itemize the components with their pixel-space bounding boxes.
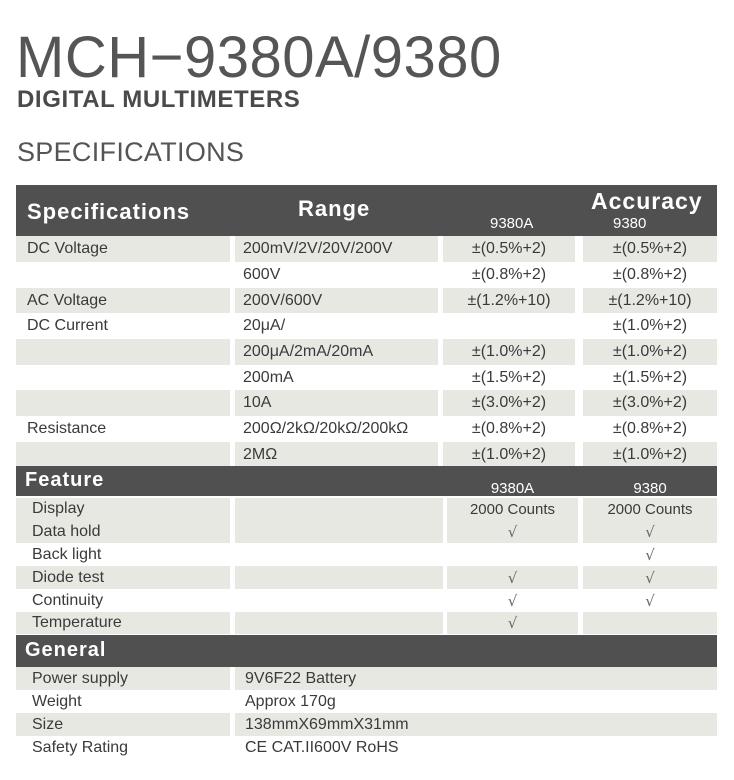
product-subtitle: DIGITAL MULTIMETERS [17,86,301,113]
section-title: SPECIFICATIONS [17,137,245,167]
spec-range: 200μA/2mA/20mA [235,339,438,365]
header-model-9380a: 9380A [490,215,534,232]
spec-row [16,442,717,468]
spec-name [16,442,230,468]
accuracy-9380: ±(0.8%+2) [612,266,688,283]
spec-row [16,236,717,262]
spec-name: Resistance [27,420,107,437]
accuracy-9380: ±(0.8%+2) [612,420,688,437]
general-row [16,736,717,759]
header-specifications: Specifications [27,199,191,224]
accuracy-9380: ±(1.5%+2) [612,368,688,386]
header-range: Range [298,196,371,221]
spec-range: 2MΩ [235,442,438,468]
general-name: Weight [32,692,82,710]
spec-name: AC Voltage [16,288,230,313]
spec-row [16,416,717,442]
spec-row [16,313,717,339]
check-icon: √ [447,520,578,543]
spec-range: 20μA/ [243,317,286,334]
check-icon [447,543,578,566]
spec-row [16,288,717,313]
general-row [16,667,717,690]
accuracy-9380a: ±(0.8%+2) [471,420,547,437]
feature-name: Diode test [16,566,230,589]
feature-name: Back light [32,545,102,563]
check-icon: √ [447,566,578,589]
header-model-9380: 9380 [613,215,647,232]
spec-range: 200mA [243,368,294,386]
accuracy-9380a: ±(1.0%+2) [443,442,575,468]
check-icon: √ [583,566,717,589]
feature-row [16,612,717,634]
check-icon [583,612,717,634]
spec-row [16,390,717,416]
accuracy-9380a: ±(1.5%+2) [471,368,547,386]
general-row [16,690,717,713]
spec-range: 200V/600V [235,288,438,313]
feature-name: Continuity [32,591,104,609]
general-value: Approx 170g [245,692,336,710]
general-value: CE CAT.II600V RoHS [245,738,399,756]
accuracy-9380: ±(1.0%+2) [612,317,688,334]
spec-name [16,262,230,288]
check-icon: √ [583,520,717,543]
general-name: Safety Rating [32,738,129,756]
general-row [16,713,717,736]
spec-range: 10A [235,390,438,416]
spec-table-body [16,236,717,468]
feature-9380: 2000 Counts [583,498,717,520]
spec-name [16,339,230,365]
general-value: 9V6F22 Battery [235,667,717,690]
check-icon: √ [645,545,655,564]
feature-spacer [235,589,443,612]
feature-name: Temperature [16,612,230,634]
accuracy-9380a: ±(3.0%+2) [443,390,575,416]
feature-name: Display [16,498,230,520]
spec-row [16,262,717,288]
general-table-body [16,667,717,759]
spec-name [16,365,230,390]
spec-range: 200Ω/2kΩ/20kΩ/200kΩ [243,420,409,437]
spec-name: DC Voltage [16,236,230,262]
feature-9380a: 2000 Counts [447,498,578,520]
check-icon: √ [645,591,655,610]
general-header [16,635,717,667]
general-name: Power supply [16,667,230,690]
general-label: General [25,639,107,661]
check-icon: √ [507,591,518,610]
accuracy-9380a: ±(0.5%+2) [443,236,575,262]
accuracy-9380: ±(3.0%+2) [583,390,717,416]
feature-model-9380: 9380 [583,480,717,496]
spec-row [16,365,717,390]
feature-rows [16,498,717,634]
feature-spacer [235,520,443,543]
spec-name [16,390,230,416]
feature-spacer [235,566,443,589]
accuracy-9380: ±(1.0%+2) [583,442,717,468]
check-icon: √ [447,612,578,634]
spec-range: 200mV/2V/20V/200V [235,236,438,262]
spec-name: DC Current [27,317,108,334]
feature-label: Feature [25,469,105,491]
feature-row [16,520,717,543]
spec-range: 600V [243,266,281,283]
product-title: MCH−9380A/9380 [16,25,502,90]
general-name: Size [16,713,230,736]
accuracy-9380: ±(1.0%+2) [583,339,717,365]
feature-model-9380a: 9380A [447,480,578,496]
feature-spacer [235,543,443,566]
general-value: 138mmX69mmX31mm [235,713,717,736]
accuracy-9380: ±(1.2%+10) [583,288,717,313]
feature-spacer [235,498,443,520]
accuracy-9380a: ±(1.2%+10) [443,288,575,313]
accuracy-9380a [443,313,575,339]
accuracy-9380: ±(0.5%+2) [583,236,717,262]
spec-table-header [16,185,717,236]
header-accuracy: Accuracy [591,188,703,214]
spec-row [16,339,717,365]
feature-row [16,543,717,566]
feature-row [16,566,717,589]
feature-row [16,589,717,612]
accuracy-9380a: ±(0.8%+2) [471,266,547,283]
feature-spacer [235,612,443,634]
accuracy-9380a: ±(1.0%+2) [443,339,575,365]
feature-row [16,498,717,520]
feature-name: Data hold [16,520,230,543]
